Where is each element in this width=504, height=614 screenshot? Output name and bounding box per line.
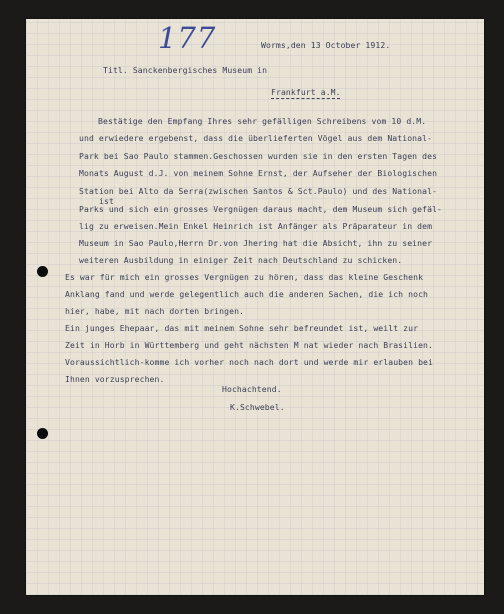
destination: Frankfurt a.M. bbox=[271, 87, 341, 97]
body-line: Station bei Alto da Serra(zwischen Santos & Sct.Paulo) und des National- bbox=[79, 186, 438, 196]
insertion-mark: ist bbox=[99, 196, 114, 206]
closing: Hochachtend. bbox=[222, 384, 282, 394]
body-line: weiteren Ausbildung in einiger Zeit nach Deutschland zu schicken. bbox=[79, 255, 403, 265]
body-line: Museum in Sao Paulo,Herrn Dr.von Jhering hat die Absicht, ihn zu seiner bbox=[79, 238, 433, 248]
body-line: hier, habe, mit nach dorten bringen. bbox=[65, 306, 245, 316]
body-line: Voraussichtlich-komme ich vorher noch nach dort und werde mir erlauben bei bbox=[65, 357, 433, 367]
body-line: Ein junges Ehepaar, das mit meinem Sohne sehr befreundet ist, weilt zur bbox=[65, 323, 419, 333]
body-line: Park bei Sao Paulo stammen.Geschossen wurden sie in den ersten Tagen des bbox=[79, 151, 438, 161]
body-line: Parks und sich ein grosses Vergnügen daraus macht, dem Museum sich gefäl- bbox=[79, 204, 443, 214]
body-line: Ihnen vorzusprechen. bbox=[65, 374, 165, 384]
place-date: Worms,den 13 October 1912. bbox=[261, 40, 391, 50]
addressee: Titl. Sanckenbergisches Museum in bbox=[103, 65, 268, 75]
body-line: Monats August d.J. von meinem Sohne Ernst, der Aufseher der Biologischen bbox=[79, 168, 438, 178]
body-line: Zeit in Horb in Württemberg und geht nächsten M nat wieder nach Brasilien. bbox=[65, 340, 433, 350]
body-line: lig zu erweisen.Mein Enkel Heinrich ist Anfänger als Präparateur in dem bbox=[79, 221, 433, 231]
body-line: Bestätige den Empfang Ihres sehr gefälligen Schreibens vom 10 d.M. bbox=[98, 116, 427, 126]
body-line: Anklang fand und werde gelegentlich auch die anderen Sachen, die ich noch bbox=[65, 289, 429, 299]
body-line: und erwiedere ergebenst, dass die überlieferten Vögel aus dem National- bbox=[79, 133, 433, 143]
body-line: Es war für mich ein grosses Vergnügen zu hören, dass das kleine Geschenk bbox=[65, 272, 424, 282]
punch-hole-upper bbox=[37, 266, 48, 277]
punch-hole-lower bbox=[37, 428, 48, 439]
signature: K.Schwebel. bbox=[230, 402, 285, 412]
reference-number: 177 bbox=[158, 21, 217, 55]
